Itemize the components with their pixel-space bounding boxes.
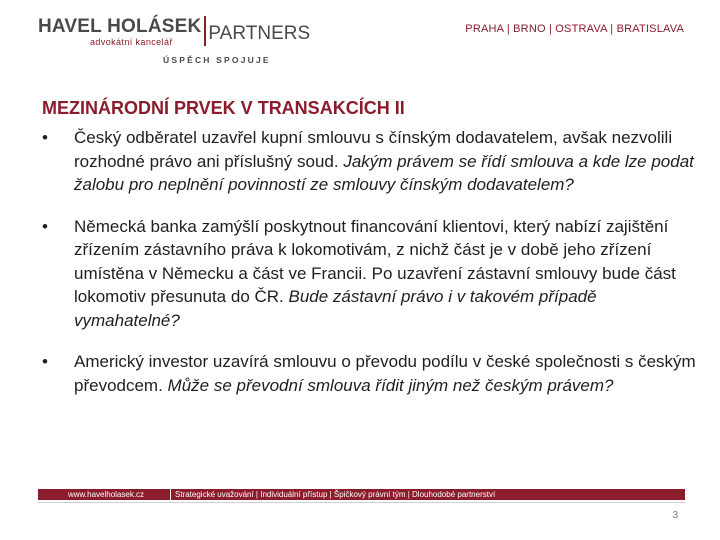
office-cities: PRAHA | BRNO | OSTRAVA | BRATISLAVA (465, 23, 684, 35)
bullet-item (38, 350, 698, 397)
footer-rule (38, 502, 685, 503)
bullet-icon: • (42, 216, 48, 236)
footer-tagline: Strategické uvažování | Individuální přístup | Špičkový právní tým | Dlouhodobé partnerství (175, 490, 496, 499)
bullet-question: Jakým právem se řídí smlouva a kde lze podat žalobu pro neplnění povinností ze smlouvy čínským dodavatelem? (74, 151, 694, 194)
logo-divider (204, 16, 206, 46)
bullet-icon: • (42, 128, 48, 147)
bullet-item (38, 215, 698, 333)
bullet-text: Německá banka zamýšlí poskytnout financování klientovi, který nabízí zajištění zřízením zástavního práva k lokomotivám, z nichž část je v době jeho zřízení umístěna v Německu a část ve Francii. Po uzavření zástavní smlouvy bude část lokomotiv přesunuta do ČR. (74, 216, 676, 306)
bullet-item (38, 126, 698, 197)
company-logo (38, 16, 310, 47)
bullet-text: Český odběratel uzavřel kupní smlouvu s čínským dodavatelem, avšak nezvolili rozhodné právo ani příslušný soud. (74, 128, 673, 171)
logo-subtitle: advokátní kancelář (90, 37, 173, 47)
bullet-question: Může se převodní smlouva řídit jiným než českým právem? (167, 375, 614, 395)
slide-title: MEZINÁRODNÍ PRVEK V TRANSAKCÍCH II (42, 98, 405, 118)
footer-url-link[interactable]: www.havelholasek.cz (68, 490, 145, 499)
page-number: 3 (672, 510, 678, 521)
logo-partners: PARTNERS (208, 23, 311, 44)
logo-name: HAVEL HOLÁSEK (38, 16, 202, 37)
bullet-question: Bude zástavní právo i v takovém případě vymahatelné? (74, 287, 597, 330)
bullet-list (38, 126, 698, 415)
bullet-text: Americký investor uzavírá smlouvu o převodu podílu v české společnosti s českým převodcem. (74, 352, 696, 395)
bullet-icon: • (42, 352, 48, 371)
logo-tagline: ÚSPĚCH SPOJUJE (163, 55, 271, 65)
footer-bar (38, 489, 685, 500)
